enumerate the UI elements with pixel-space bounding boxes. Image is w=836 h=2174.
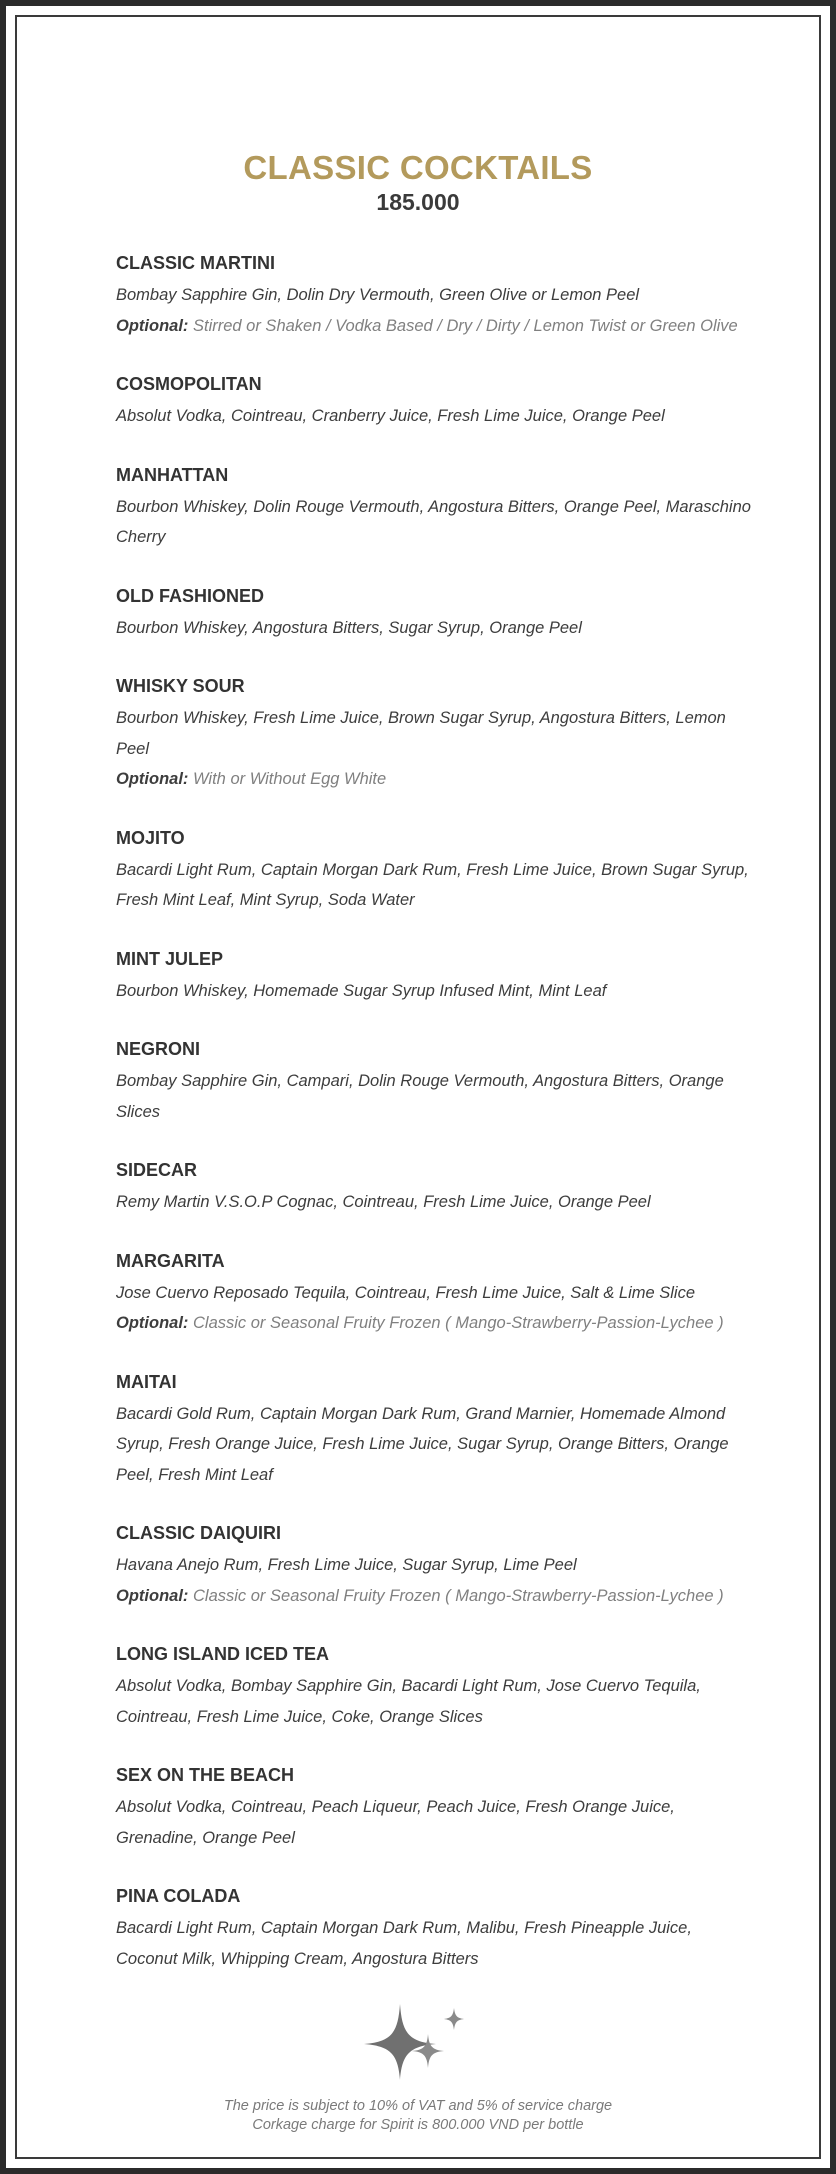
optional-text: Classic or Seasonal Fruity Frozen ( Mango-Strawberry-Passion-Lychee ) [193,1586,724,1605]
cocktail-ingredients: Jose Cuervo Reposado Tequila, Cointreau, Fresh Lime Juice, Salt & Lime Slice [116,1283,696,1302]
cocktail-item [116,1036,756,1127]
cocktail-name: PINA COLADA [116,1886,241,1906]
cocktail-name: NEGRONI [116,1039,201,1059]
cocktail-ingredients: Bourbon Whiskey, Angostura Bitters, Sugar Syrup, Orange Peel [116,618,582,637]
cocktail-ingredients: Bourbon Whiskey, Fresh Lime Juice, Brown Sugar Syrup, Angostura Bitters, Lemon Peel [116,709,726,758]
cocktail-optional [116,764,756,795]
cocktail-name: OLD FASHIONED [116,585,265,606]
cocktail-ingredients: Absolut Vodka, Bombay Sapphire Gin, Bacardi Light Rum, Jose Cuervo Tequila, Cointreau, Fresh Lime Juice, Coke, Orange Slices [116,1677,701,1726]
menu-footer [0,2097,836,2135]
cocktail-item [116,673,756,795]
cocktail-item [116,1762,756,1853]
medium-star-shape [412,2034,444,2068]
optional-label: Optional: [116,1314,189,1332]
optional-label: Optional: [116,770,189,788]
cocktail-ingredients: Bacardi Gold Rum, Captain Morgan Dark Rum, Grand Marnier, Homemade Almond Syrup, Fresh Orange Juice, Fresh Lime Juice, Sugar Syrup, Orange Bitters, Orange Peel, Fresh Mint Leaf [116,1404,729,1484]
optional-label: Optional: [116,316,189,335]
cocktail-name: MAITAI [116,1371,177,1392]
cocktail-ingredients: Havana Anejo Rum, Fresh Lime Juice, Sugar Syrup, Lime Peel [116,1556,577,1574]
optional-label: Optional: [116,1586,189,1605]
small-star-shape [444,2008,464,2030]
cocktail-item [116,1248,756,1339]
cocktail-name: MANHATTAN [116,464,229,485]
cocktail-name: WHISKY SOUR [116,676,245,696]
large-star-shape [364,2004,436,2080]
menu-price: 185.000 [376,189,460,215]
cocktail-name: CLASSIC MARTINI [116,253,275,273]
cocktail-name: SIDECAR [116,1160,198,1180]
cocktail-name: LONG ISLAND ICED TEA [116,1644,330,1664]
cocktail-ingredients: Bacardi Light Rum, Captain Morgan Dark Rum, Malibu, Fresh Pineapple Juice, Coconut Milk, Whipping Cream, Angostura Bitters [116,1919,692,1968]
optional-text: Stirred or Shaken / Vodka Based / Dry / Dirty / Lemon Twist or Green Olive [193,316,738,335]
cocktail-ingredients: Bombay Sapphire Gin, Dolin Dry Vermouth, Green Olive or Lemon Peel [116,286,640,304]
corkage-note: Corkage charge for Spirit is 800.000 VND per bottle [252,2117,584,2133]
cocktail-name: MARGARITA [116,1250,225,1271]
cocktail-item [116,946,756,1007]
cocktail-item [116,1520,756,1611]
cocktail-ingredients: Bourbon Whiskey, Dolin Rouge Vermouth, Angostura Bitters, Orange Peel, Maraschino Cherry [116,497,751,546]
menu-header [0,148,836,216]
cocktail-item [116,1157,756,1218]
cocktail-item [116,583,756,644]
cocktail-item [116,1641,756,1732]
vat-note: The price is subject to 10% of VAT and 5% of service charge [223,2098,613,2114]
optional-text: With or Without Egg White [193,770,387,788]
optional-text: Classic or Seasonal Fruity Frozen ( Mango-Strawberry-Passion-Lychee ) [193,1314,724,1332]
cocktail-item [116,250,756,341]
cocktail-name: MINT JULEP [116,948,224,969]
cocktail-name: SEX ON THE BEACH [116,1765,295,1785]
cocktail-list [116,250,756,2004]
cocktail-ingredients: Bourbon Whiskey, Homemade Sugar Syrup Infused Mint, Mint Leaf [116,981,607,1000]
cocktail-item [116,825,756,916]
cocktail-item [116,371,756,432]
cocktail-optional [116,311,756,342]
cocktail-optional [116,1308,756,1339]
cocktail-item [116,462,756,553]
cocktail-item [116,1883,756,1974]
cocktail-ingredients: Bombay Sapphire Gin, Campari, Dolin Rouge Vermouth, Angostura Bitters, Orange Slices [116,1072,724,1121]
cocktail-name: COSMOPOLITAN [116,374,262,394]
cocktail-name: CLASSIC DAIQUIRI [116,1523,282,1543]
sparkle-logo-icon [360,2000,480,2082]
menu-title: CLASSIC COCKTAILS [243,149,593,186]
cocktail-ingredients: Absolut Vodka, Cointreau, Cranberry Juice, Fresh Lime Juice, Orange Peel [116,407,665,425]
cocktail-optional [116,1581,756,1612]
cocktail-ingredients: Remy Martin V.S.O.P Cognac, Cointreau, Fresh Lime Juice, Orange Peel [116,1193,651,1211]
cocktail-ingredients: Bacardi Light Rum, Captain Morgan Dark Rum, Fresh Lime Juice, Brown Sugar Syrup, Fresh Mint Leaf, Mint Syrup, Soda Water [116,860,749,909]
cocktail-ingredients: Absolut Vodka, Cointreau, Peach Liqueur, Peach Juice, Fresh Orange Juice, Grenadine, Orange Peel [116,1798,675,1847]
cocktail-name: MOJITO [116,827,185,848]
cocktail-item [116,1369,756,1491]
